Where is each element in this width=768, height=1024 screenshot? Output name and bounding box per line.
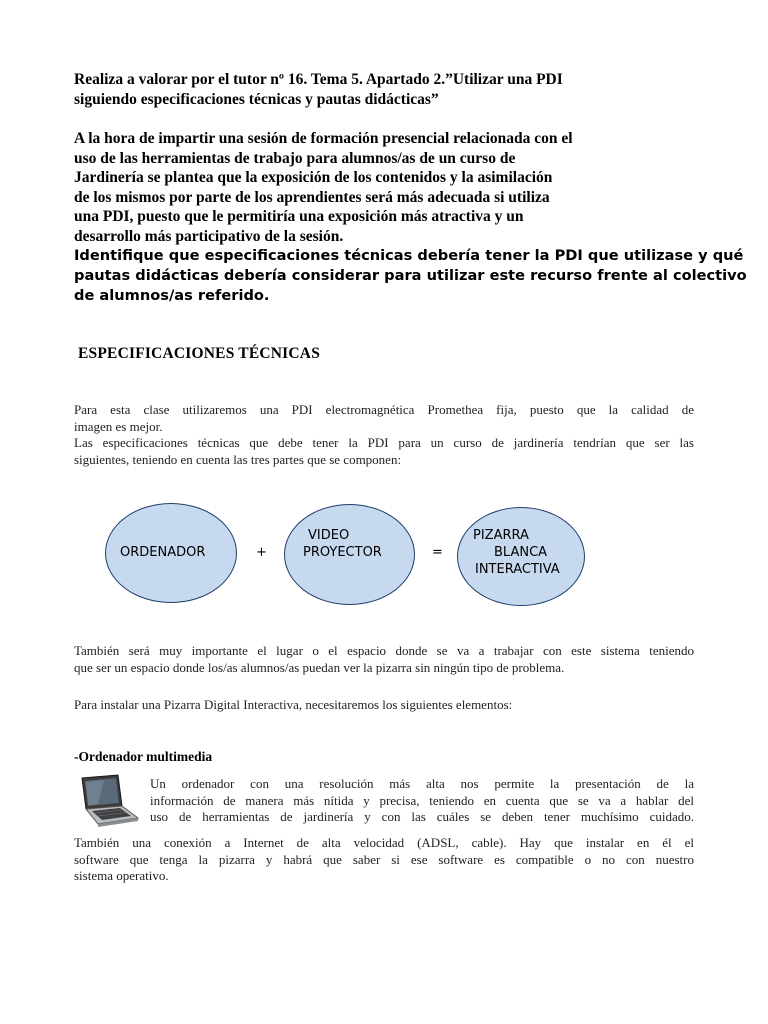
intro-line: desarrollo más participativo de la sesión. [74, 227, 344, 245]
paragraph-internet [74, 835, 694, 885]
para1-line-1: Para esta clase utilizaremos una PDI electromagnética Promethea fija, puesto que la calidad de [74, 402, 694, 417]
section-title: ESPECIFICACIONES TÉCNICAS [78, 345, 321, 362]
plus-sign: + [256, 545, 267, 560]
intro-line: uso de las herramientas de trabajo para alumnos/as de un curso de [74, 149, 516, 167]
intro-line: de los mismos por parte de los aprendientes será más adecuada si utiliza [74, 188, 550, 206]
heading-line-1: Realiza a valorar por el tutor nº 16. Tema 5. Apartado 2.”Utilizar una PDI [74, 71, 563, 88]
video-proyector-ellipse [284, 504, 415, 605]
heading-line-2: siguiendo especificaciones técnicas y pautas didácticas” [74, 90, 439, 108]
interactiva-label: INTERACTIVA [475, 562, 560, 577]
laptop-icon [74, 774, 140, 830]
blanca-label: BLANCA [494, 545, 548, 560]
para2-line-2: siguientes, teniendo en cuenta las tres partes que se componen: [74, 451, 402, 467]
intro-paragraph [74, 129, 694, 246]
question-line: Identifique que especificaciones técnicas debería tener la PDI que utilizase y qué [74, 247, 744, 264]
paragraph-specifications [74, 435, 694, 468]
ordenador-ellipse [105, 503, 237, 603]
video-label: VIDEO [308, 528, 350, 543]
intro-line: una PDI, puesto que le permitiría una exposición más atractiva y un [74, 208, 524, 225]
para1-line-2: imagen es mejor. [74, 418, 163, 434]
para5-line-1: Un ordenador con una resolución más alta nos permite la presentación de la [150, 776, 694, 791]
intro-line: Jardinería se plantea que la exposición de los contenidos y la asimilación [74, 169, 553, 186]
ordenador-label: ORDENADOR [120, 545, 206, 560]
para2-line-1: Las especificaciones técnicas que debe tener la PDI para un curso de jardinería tendrían que ser las [74, 435, 694, 450]
para6-line-2: software que tenga la pizarra y habrá que saber si ese software es compatible o no con nuestro [74, 851, 694, 867]
equals-sign: = [432, 545, 443, 560]
subheading-ordenador-multimedia: -Ordenador multimedia [74, 749, 213, 764]
paragraph-space [74, 643, 694, 676]
paragraph-elements: Para instalar una Pizarra Digital Interactiva, necesitaremos los siguientes elementos: [74, 697, 513, 712]
question-line: pautas didácticas debería considerar para utilizar este recurso frente al colectivo [74, 267, 747, 284]
question-paragraph [74, 246, 747, 306]
pizarra-label: PIZARRA [473, 528, 529, 543]
proyector-label: PROYECTOR [303, 545, 382, 560]
pizarra-ellipse [457, 507, 585, 606]
para3-line-2: que ser un espacio donde los/as alumnos/as puedan ver la pizarra sin ningún tipo de problema. [74, 659, 565, 675]
paragraph-ordenador [150, 776, 694, 826]
intro-line: A la hora de impartir una sesión de formación presencial relacionada con el [74, 130, 573, 147]
question-line: de alumnos/as referido. [74, 287, 270, 304]
para5-line-2: información de manera más nítida y precisa, teniendo en cuenta que se va a hablar del [150, 792, 694, 808]
para3-line-1: También será muy importante el lugar o el espacio donde se va a trabajar con este sistema teniendo [74, 643, 694, 658]
assignment-heading [74, 70, 694, 109]
para6-line-3: sistema operativo. [74, 868, 169, 883]
para6-line-1: También una conexión a Internet de alta velocidad (ADSL, cable). Hay que instalar en él el [74, 835, 694, 850]
paragraph-pdi-type [74, 402, 694, 435]
para5-line-3: uso de herramientas de jardinería y con las cuáles se deben tener muchísimo cuidado. [150, 809, 694, 824]
